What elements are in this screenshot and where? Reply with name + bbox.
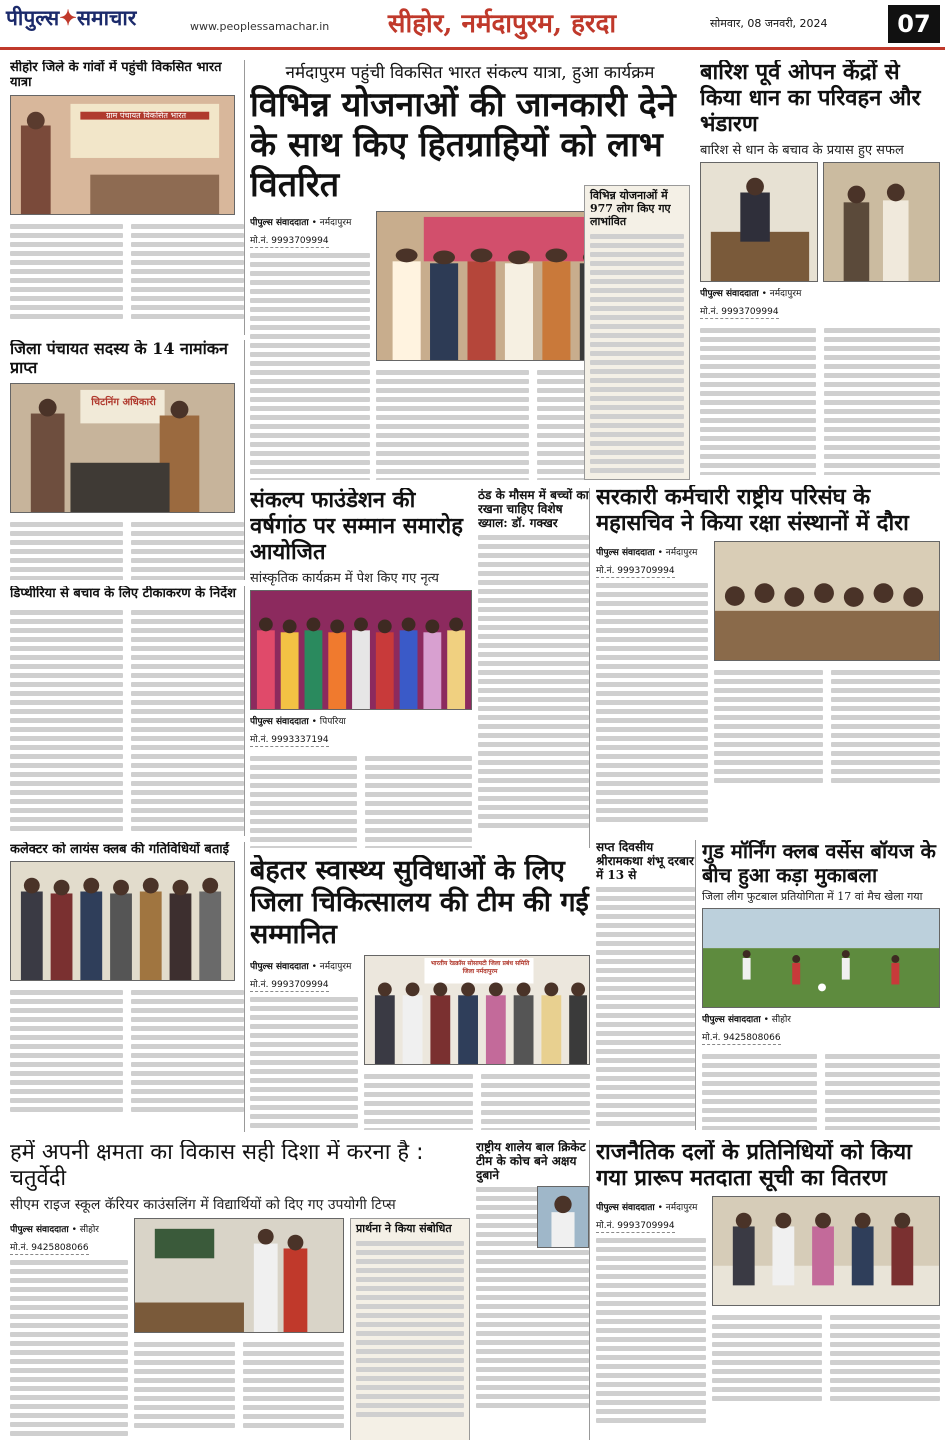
lead-body-column [250, 211, 370, 480]
article-diphtheria [10, 586, 245, 836]
issue-date: सोमवार, 08 जनवरी, 2024 [710, 17, 828, 30]
byline: पीपुल्स संवाददाता • नर्मदापुरम [250, 961, 352, 972]
photo-counselling-class [134, 1218, 344, 1333]
photo-employees-meeting [714, 541, 940, 661]
headline: राजनैतिक दलों के प्रतिनिधियों को किया गया प्रारूप मतदाता सूची का वितरण [596, 1140, 912, 1191]
photo-nomination [10, 383, 235, 513]
mobile-number: मो.नं. 9425808066 [10, 1240, 89, 1255]
photo-illustration [703, 909, 939, 1007]
logo-right-text: समाचार [76, 5, 137, 30]
byline-place: नर्मदापुरम [665, 547, 698, 558]
headline: बारिश पूर्व ओपन केंद्रों से किया धान का परिवहन और भंडारण [700, 60, 921, 137]
photo-paddy-warehouse [823, 162, 940, 282]
photo-sankalp-event [250, 590, 472, 710]
lead-sidebar-box [584, 185, 690, 480]
mobile-number: मो.नं. 9993709994 [250, 233, 329, 248]
mobile-number: मो.नं. 9993337194 [250, 732, 329, 747]
mobile-number: मो.नं. 9425808066 [702, 1030, 781, 1045]
article-body [250, 752, 472, 848]
byline-source: पीपुल्स संवाददाता [250, 961, 309, 972]
counselling-sidebar-box [350, 1218, 470, 1440]
article-ramkatha [596, 840, 696, 1130]
board-text: चिटनिंग अधिकारी [91, 396, 156, 408]
byline: पीपुल्स संवाददाता • सीहोर [702, 1015, 791, 1026]
board-text: ग्राम पंचायत विकसित भारत [105, 110, 187, 120]
photo-illustration [715, 542, 939, 660]
deck: बारिश से धान के बचाव के प्रयास हुए सफल [700, 142, 904, 158]
byline: पीपुल्स संवाददाता • नर्मदापुरम [596, 1202, 698, 1213]
article-body [712, 1311, 940, 1405]
headline: हमें अपनी क्षमता का विकास सही दिशा में करना है : चतुर्वेदी [10, 1140, 424, 1191]
byline-place: पिपरिया [319, 716, 346, 727]
byline-place: नर्मदापुरम [665, 1202, 698, 1213]
byline-source: पीपुल्स संवाददाता [702, 1015, 761, 1026]
article-employees-federation [596, 485, 940, 830]
photo-hospital-team [364, 955, 590, 1065]
byline-place: नर्मदापुरम [319, 218, 352, 229]
byline: पीपुल्स संवाददाता • सीहोर [10, 1224, 99, 1235]
mobile-number: मो.नं. 9993709994 [596, 563, 675, 578]
article-cricket-coach [476, 1140, 590, 1440]
byline-place: सीहोर [771, 1015, 791, 1026]
photo-voter-list-meeting [712, 1196, 940, 1306]
byline: पीपुल्स संवाददाता • नर्मदापुरम [700, 288, 802, 299]
byline: पीपुल्स संवाददाता • पिपरिया [250, 716, 346, 727]
article-body [702, 1050, 940, 1130]
byline-source: पीपुल्स संवाददाता [596, 547, 655, 558]
photo-illustration [701, 163, 817, 281]
byline-source: पीपुल्स संवाददाता [700, 288, 759, 299]
article-career-counselling [10, 1140, 470, 1440]
article-paddy-storage [700, 60, 940, 475]
page-title: सीहोर, नर्मदापुरम, हरदा [387, 9, 617, 39]
deck: सांस्कृतिक कार्यक्रम में पेश किए गए नृत्य [250, 570, 439, 586]
photo-illustration [135, 1219, 343, 1332]
photo-illustration [824, 163, 939, 281]
headline: सरकारी कर्मचारी राष्ट्रीय परिसंघ के महासचिव ने किया रक्षा संस्थानों में दौरा [596, 485, 909, 536]
article-body [10, 220, 244, 323]
sidebar-title: प्रार्थना ने किया संबोधित [356, 1221, 452, 1235]
byline-place: नर्मदापुरम [769, 288, 802, 299]
article-body [10, 518, 244, 580]
lead-kicker: नर्मदापुरम पहुंची विकसित भारत संकल्प यात्रा, हुआ कार्यक्रम [285, 63, 655, 83]
article-winter-care [478, 488, 590, 848]
article-body [10, 986, 244, 1116]
headline: सप्त दिवसीय श्रीरामकथा शंभू दरबार में 13 से [596, 840, 694, 883]
headline: डिप्थीरिया से बचाव के लिए टीकाकरण के निर्देश [10, 586, 236, 601]
photo-football-match [702, 908, 940, 1008]
article-hospital-team [250, 855, 590, 1130]
headline: ठंड के मौसम में बच्चों का रखना चाहिए विशेष ख्याल: डॉ. गक्खर [478, 488, 589, 531]
byline-source: पीपुल्स संवाददाता [250, 716, 309, 727]
photo-yatra-event [10, 95, 235, 215]
headline: सीहोर जिले के गांवों में पहुंची विकसित भारत यात्रा [10, 60, 222, 91]
photo-paddy-meeting [700, 162, 818, 282]
byline: पीपुल्स संवाददाता • नर्मदापुरम [596, 547, 698, 558]
byline-place: सीहोर [79, 1224, 99, 1235]
banner-text: भारतीय रेडक्रॉस सोसायटी जिला प्रबंध समिति जिला नर्मदापुरम [430, 959, 530, 975]
article-body [10, 606, 244, 835]
byline-place: नर्मदापुरम [319, 961, 352, 972]
masthead [0, 0, 945, 50]
headline: संकल्प फाउंडेशन की वर्षगांठ पर सम्मान समारोह आयोजित [250, 488, 463, 565]
page-number: 07 [888, 5, 940, 43]
headline: गुड मॉर्निंग क्लब वर्सेस बॉयज के बीच हुआ कड़ा मुकाबला [702, 840, 936, 887]
headline: कलेक्टर को लायंस क्लब की गतिविधियों बताईं [10, 842, 229, 857]
logo-left-text: पीपुल्स [6, 5, 60, 30]
deck: जिला लीग फुटबाल प्रतियोगिता में 17 वां मैच खेला गया [702, 890, 923, 904]
photo-lions-club [10, 861, 235, 981]
article-football-match [702, 840, 940, 1130]
photo-illustration [11, 862, 234, 980]
article-lions-club [10, 842, 245, 1132]
headline: जिला पंचायत सदस्य के 14 नामांकन प्राप्त [10, 340, 228, 377]
article-body [134, 1338, 344, 1432]
deck: सीएम राइज स्कूल कॅरियर काउंसलिंग में विद्यार्थियों को दिए गए उपयोगी टिप्स [10, 1196, 396, 1213]
mobile-number: मो.नं. 9993709994 [700, 304, 779, 319]
photo-cricket-coach [537, 1186, 589, 1248]
photo-illustration [713, 1197, 939, 1305]
article-voter-list [596, 1140, 940, 1440]
mobile-number: मो.नं. 9993709994 [596, 1218, 675, 1233]
mobile-number: मो.नं. 9993709994 [250, 977, 329, 992]
article-zila-panchayat [10, 340, 245, 580]
newspaper-logo [6, 4, 186, 34]
article-sehore-yatra [10, 60, 245, 335]
photo-illustration [538, 1187, 588, 1247]
article-body [700, 324, 940, 475]
lead-headline: विभिन्न योजनाओं की जानकारी देने के साथ किए हितग्राहियों को लाभ वितरित [250, 85, 676, 206]
byline: पीपुल्स संवाददाता • नर्मदापुरम [250, 218, 352, 229]
headline: बेहतर स्वास्थ्य सुविधाओं के लिए जिला चिकित्सालय की टीम की गई सम्मानित [250, 855, 589, 950]
article-body [714, 666, 940, 787]
sidebar-title: विभिन्न योजनाओं में 977 लोग किए गए लाभांवित [590, 189, 671, 228]
photo-illustration [251, 591, 471, 709]
byline-source: पीपुल्स संवाददाता [10, 1224, 69, 1235]
article-body [364, 1070, 590, 1130]
logo-star-icon: ✦ [59, 5, 77, 30]
article-sankalp-foundation [250, 488, 472, 848]
website-url: www.peoplessamachar.in [190, 20, 330, 33]
byline-source: पीपुल्स संवाददाता [250, 218, 309, 229]
headline: राष्ट्रीय शालेय बाल क्रिकेट टीम के कोच बने अक्षय दुबाने [476, 1140, 586, 1183]
byline-source: पीपुल्स संवाददाता [596, 1202, 655, 1213]
